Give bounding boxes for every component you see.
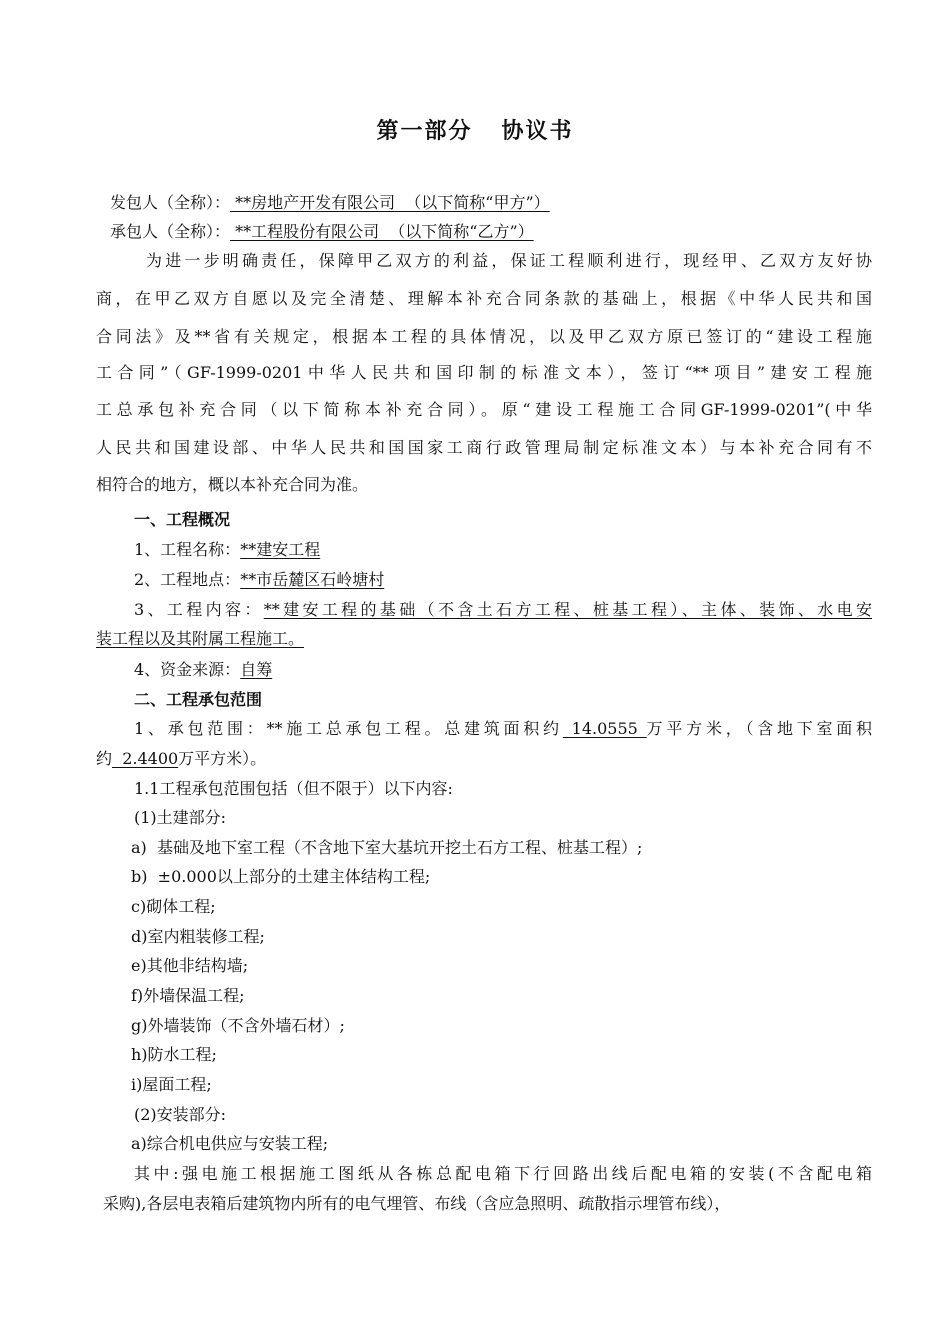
intro-line: 工合同”（GF-1999-0201中华人民共和国印制的标准文本），签订“**项目”建安工程施 (96, 363, 872, 382)
list-item: g)外墙装饰（不含外墙石材）; (131, 1016, 345, 1035)
employer-label: 发包人（全称）： (110, 193, 231, 212)
list-item: a)综合机电供应与安装工程; (131, 1134, 329, 1153)
scope-line: 1、承包范围：**施工总承包工程。总建筑面积约 14.0555 万平方米，（含地下室面积 (134, 719, 872, 738)
project-name-value: **建安工程 (240, 540, 321, 559)
section-heading: 一、工程概况 (134, 510, 231, 529)
funding-line: 4、资金来源：自筹 (134, 660, 273, 679)
list-item: b) ±0.000以上部分的土建主体结构工程; (131, 867, 431, 886)
project-content-line (96, 624, 872, 654)
project-location-line: 2、工程地点：**市岳麓区石岭塘村 (134, 570, 385, 589)
project-content-value: **建安工程的基础（不含土石方工程、桩基工程）、主体、装饰、水电安 (263, 600, 872, 619)
intro-line: 工总承包补充合同（以下简称本补充合同）。原“建设工程施工合同GF-1999-0201”(中华 (96, 400, 872, 419)
scope-intro: 1.1工程承包范围包括（但不限于）以下内容: (134, 779, 453, 798)
project-content-value: 装工程以及其附属工程施工。 (96, 629, 305, 648)
list-item: h)防水工程; (131, 1045, 217, 1064)
scope-line: 约 2.4400万平方米）。 (96, 749, 267, 768)
list-item: i)屋面工程; (131, 1075, 212, 1094)
list-item: d)室内粗装修工程; (131, 927, 265, 946)
project-name-line: 1、工程名称：**建安工程 (134, 540, 321, 559)
civil-heading: (1)土建部分: (134, 808, 227, 827)
employer-line (110, 188, 886, 218)
install-heading: (2)安装部分: (134, 1105, 227, 1124)
list-item: a) 基础及地下室工程（不含地下室大基坑开挖土石方工程、桩基工程）; (131, 838, 643, 857)
basement-area-value: 2.4400 (112, 749, 179, 768)
funding-value: 自筹 (240, 660, 273, 679)
intro-line: 商，在甲乙双方自愿以及完全清楚、理解本补充合同条款的基础上，根据《中华人民共和国 (96, 289, 872, 308)
total-area-value: 14.0555 (562, 719, 647, 738)
section-heading: 二、工程承包范围 (134, 690, 263, 709)
list-item: e)其他非结构墙; (131, 956, 249, 975)
intro-line: 人民共和国建设部、中华人民共和国国家工商行政管理局制定标准文本）与本补充合同有不 (96, 438, 872, 457)
intro-line: 相符合的地方，概以本补充合同为准。 (96, 475, 369, 494)
employer-name: **房地产开发有限公司 （以下简称“甲方”） (230, 193, 550, 212)
list-item: f)外墙保温工程; (131, 986, 245, 1005)
install-note-line: 其中:强电施工根据施工图纸从各栋总配电箱下行回路出线后配电箱的安装(不含配电箱 (134, 1164, 872, 1183)
project-location-value: **市岳麓区石岭塘村 (240, 570, 385, 589)
contractor-line (110, 217, 886, 247)
intro-line: 合同法》及**省有关规定，根据本工程的具体情况，以及甲乙双方原已签订的“建设工程施 (96, 327, 872, 346)
install-note-line: 采购),各层电表箱后建筑物内所有的电气埋管、布线（含应急照明、疏散指示埋管布线）， (103, 1194, 731, 1213)
project-content-line: 3、工程内容：**建安工程的基础（不含土石方工程、桩基工程）、主体、装饰、水电安 (134, 600, 872, 619)
document-title: 第一部分 协议书 (376, 119, 574, 144)
contractor-label: 承包人（全称）： (110, 222, 231, 241)
contractor-name: **工程股份有限公司 （以下简称“乙方”） (230, 222, 534, 241)
intro-line: 为进一步明确责任，保障甲乙双方的利益，保证工程顺利进行，现经甲、乙双方友好协 (146, 251, 872, 270)
list-item: c)砌体工程; (131, 897, 216, 916)
